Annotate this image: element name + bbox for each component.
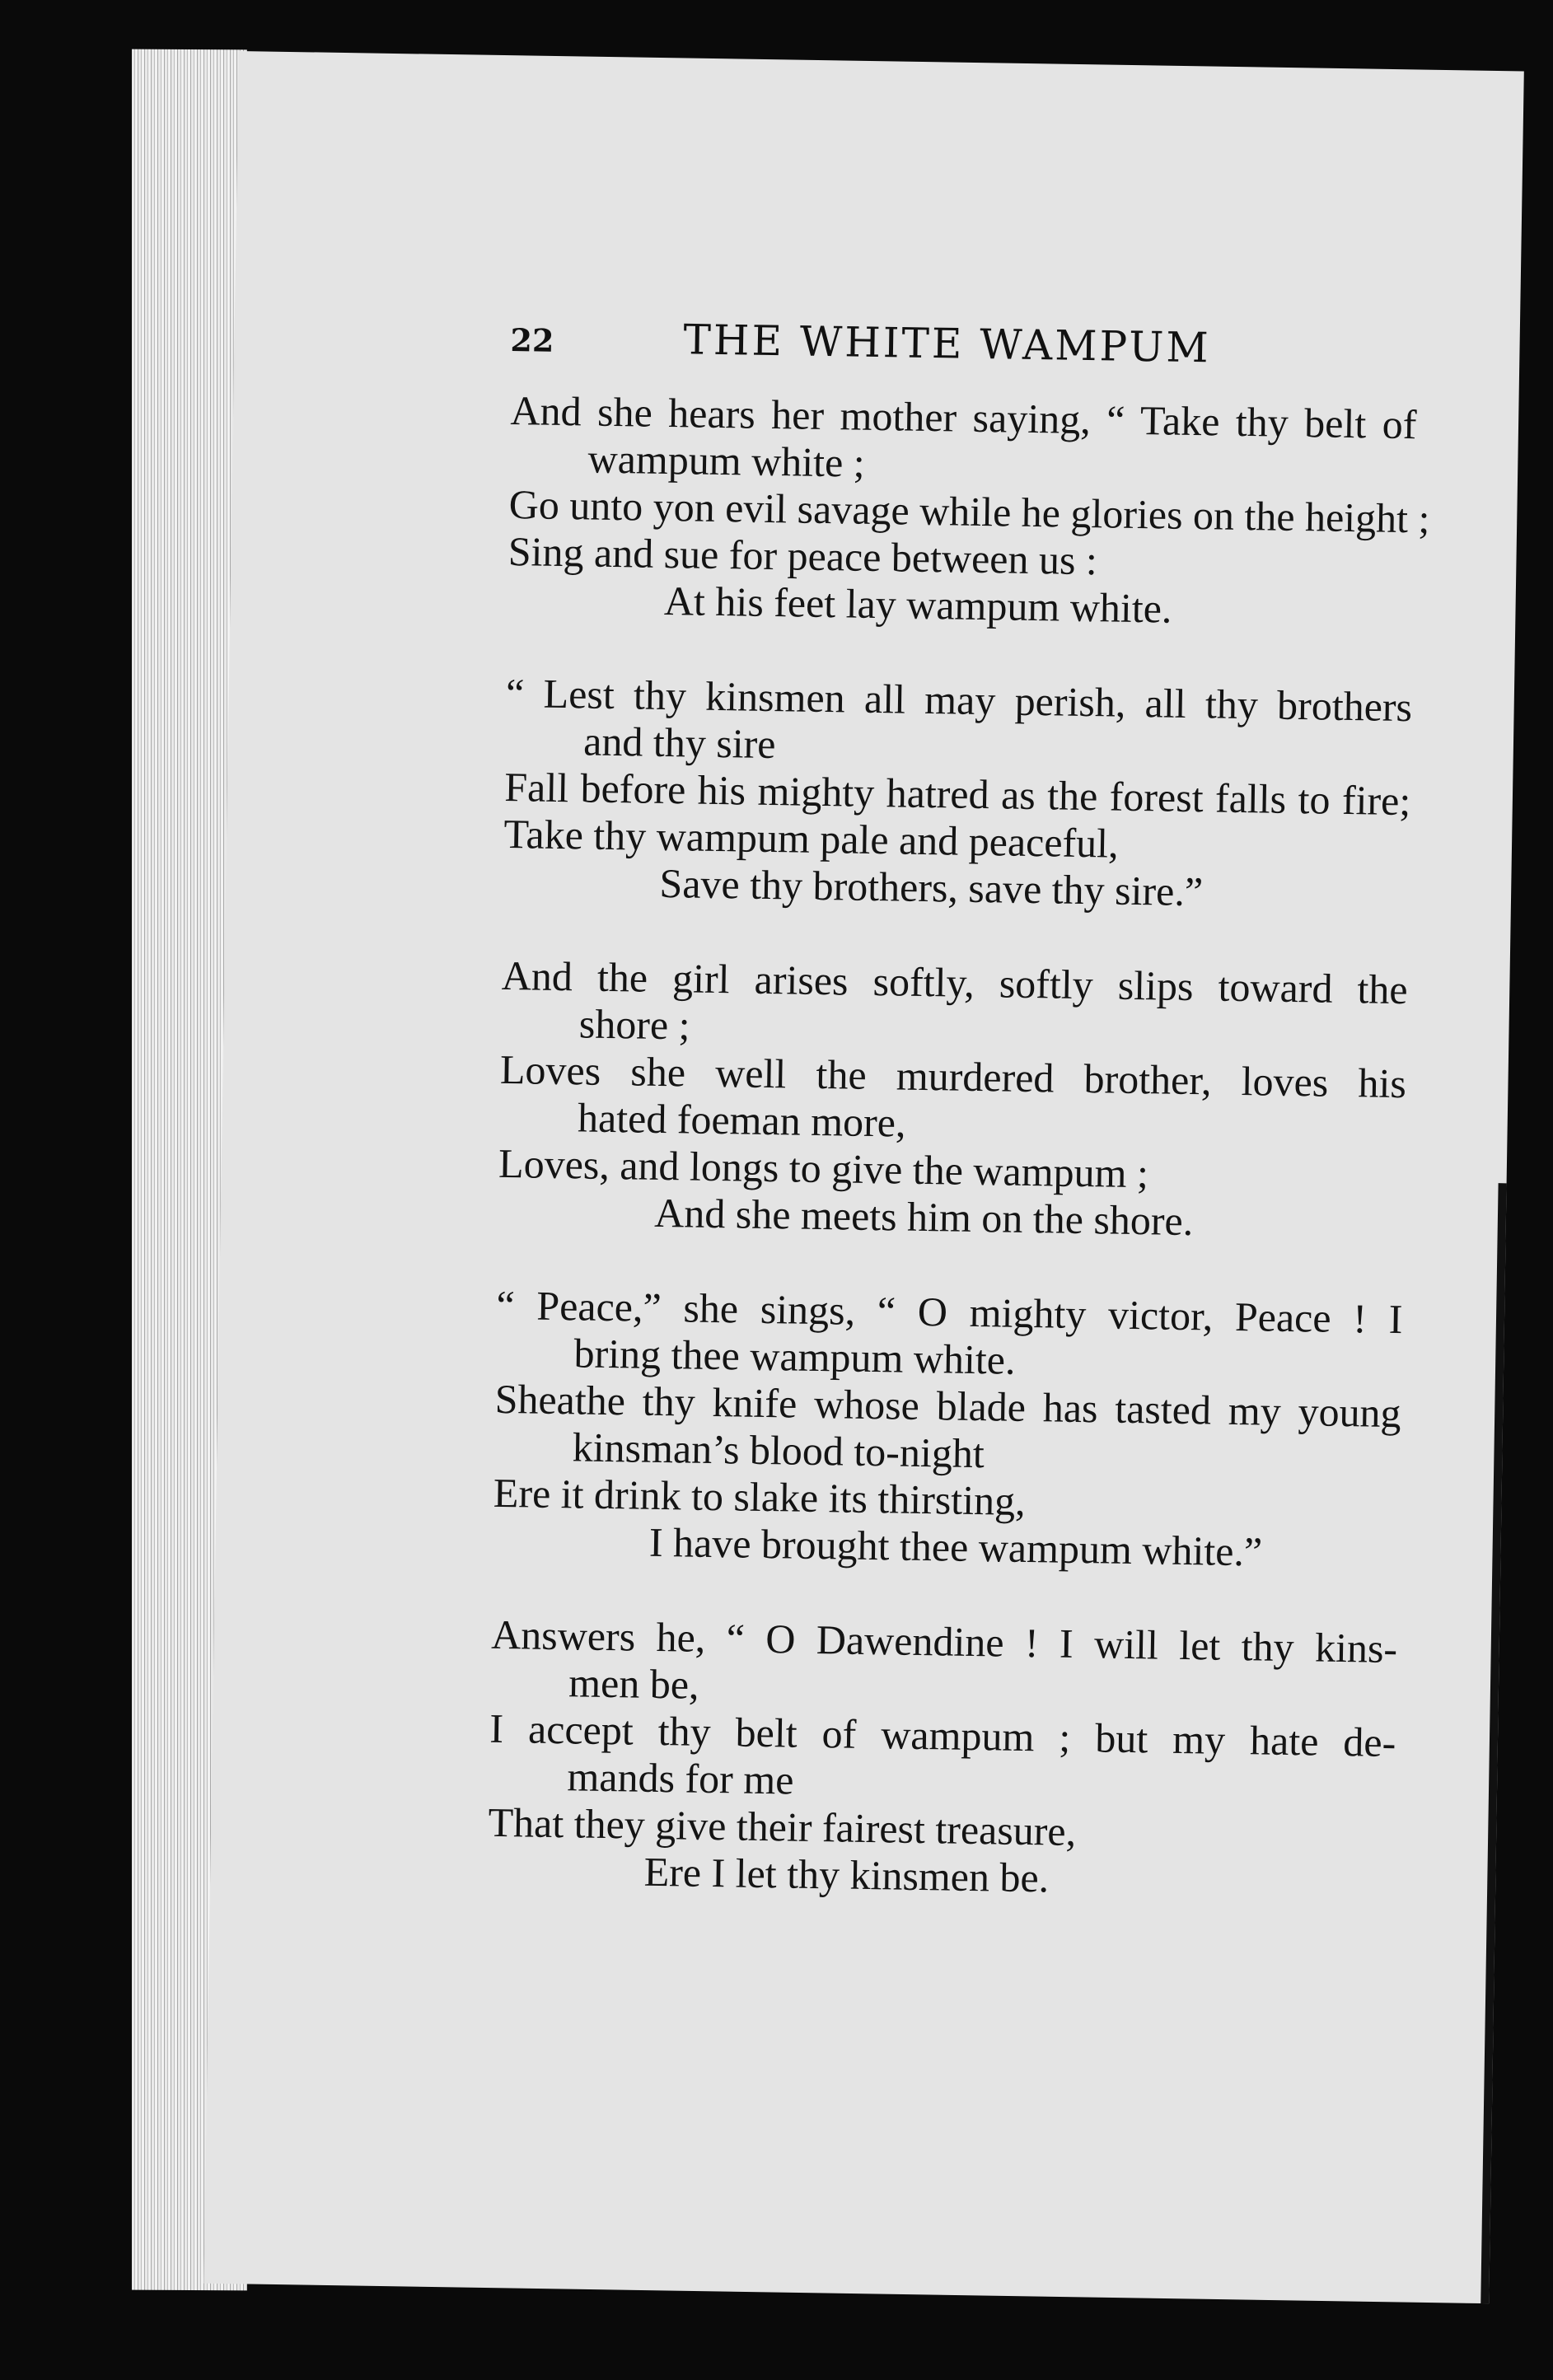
poem-line: “ Lest thy kinsmen all may perish, all thy brothers — [505, 669, 1413, 731]
poem-line: shore ; — [578, 1000, 691, 1049]
stanza — [508, 387, 1458, 637]
poem-line: I accept thy belt of wampum ; but my hate de- — [489, 1704, 1396, 1766]
poem-body — [486, 387, 1457, 1956]
poem-line: “ Peace,” she sings, “ O mighty victor, Peace ! I — [496, 1281, 1403, 1343]
page-number: 22 — [510, 320, 554, 359]
poem-line: wampum white ; — [587, 435, 866, 486]
poem-line: Ere I let thy kinsmen be. — [643, 1848, 1050, 1901]
poem-line: Answers he, “ O Dawendine ! I will let thy kins- — [490, 1611, 1398, 1672]
poem-line: bring thee wampum white. — [573, 1330, 1016, 1383]
poem-line: Go unto yon evil savage while he glories on the height ; — [508, 480, 1430, 542]
stanza — [498, 952, 1449, 1249]
poem-line: And she hears her mother saying, “ Take thy belt of — [510, 387, 1417, 448]
poem-line: Ere it drink to slake its thirsting, — [493, 1469, 1027, 1524]
poem-line: That they give their fairest treasure, — [488, 1798, 1077, 1854]
poem-line: Sing and sue for peace between us : — [508, 527, 1098, 584]
poem-line: I have brought thee wampum white.” — [648, 1518, 1263, 1575]
running-head — [510, 313, 1252, 390]
poem-line: Loves, and longs to give the wampum ; — [498, 1139, 1149, 1197]
poem-line: Fall before his mighty hatred as the forest falls to fire; — [503, 763, 1411, 825]
poem-line: Loves she well the murdered brother, loves his — [499, 1045, 1407, 1107]
poem-line: At his feet lay wampum white. — [663, 577, 1172, 632]
stanza — [487, 1611, 1438, 1908]
poem-line: Sheathe thy knife whose blade has tasted my young — [494, 1375, 1402, 1437]
poem-line: mands for me — [567, 1753, 794, 1803]
poem-line: kinsman’s blood to-night — [572, 1424, 985, 1477]
poem-line: men be, — [568, 1659, 700, 1708]
poem-line: Save thy brothers, save thy sire.” — [659, 859, 1204, 915]
stanza — [493, 1282, 1444, 1578]
page-right-edge-shadow — [1480, 1183, 1506, 2303]
poem-line: Take thy wampum pale and peaceful, — [503, 810, 1120, 867]
poem-line: And she meets him on the shore. — [653, 1189, 1194, 1245]
stanza — [503, 670, 1453, 919]
book-title: THE WHITE WAMPUM — [683, 316, 1212, 372]
poem-line: and thy sire — [582, 718, 776, 768]
poem-line: hated foeman more, — [577, 1094, 906, 1146]
poem-line: And the girl arises softly, softly slips toward the — [501, 952, 1409, 1013]
